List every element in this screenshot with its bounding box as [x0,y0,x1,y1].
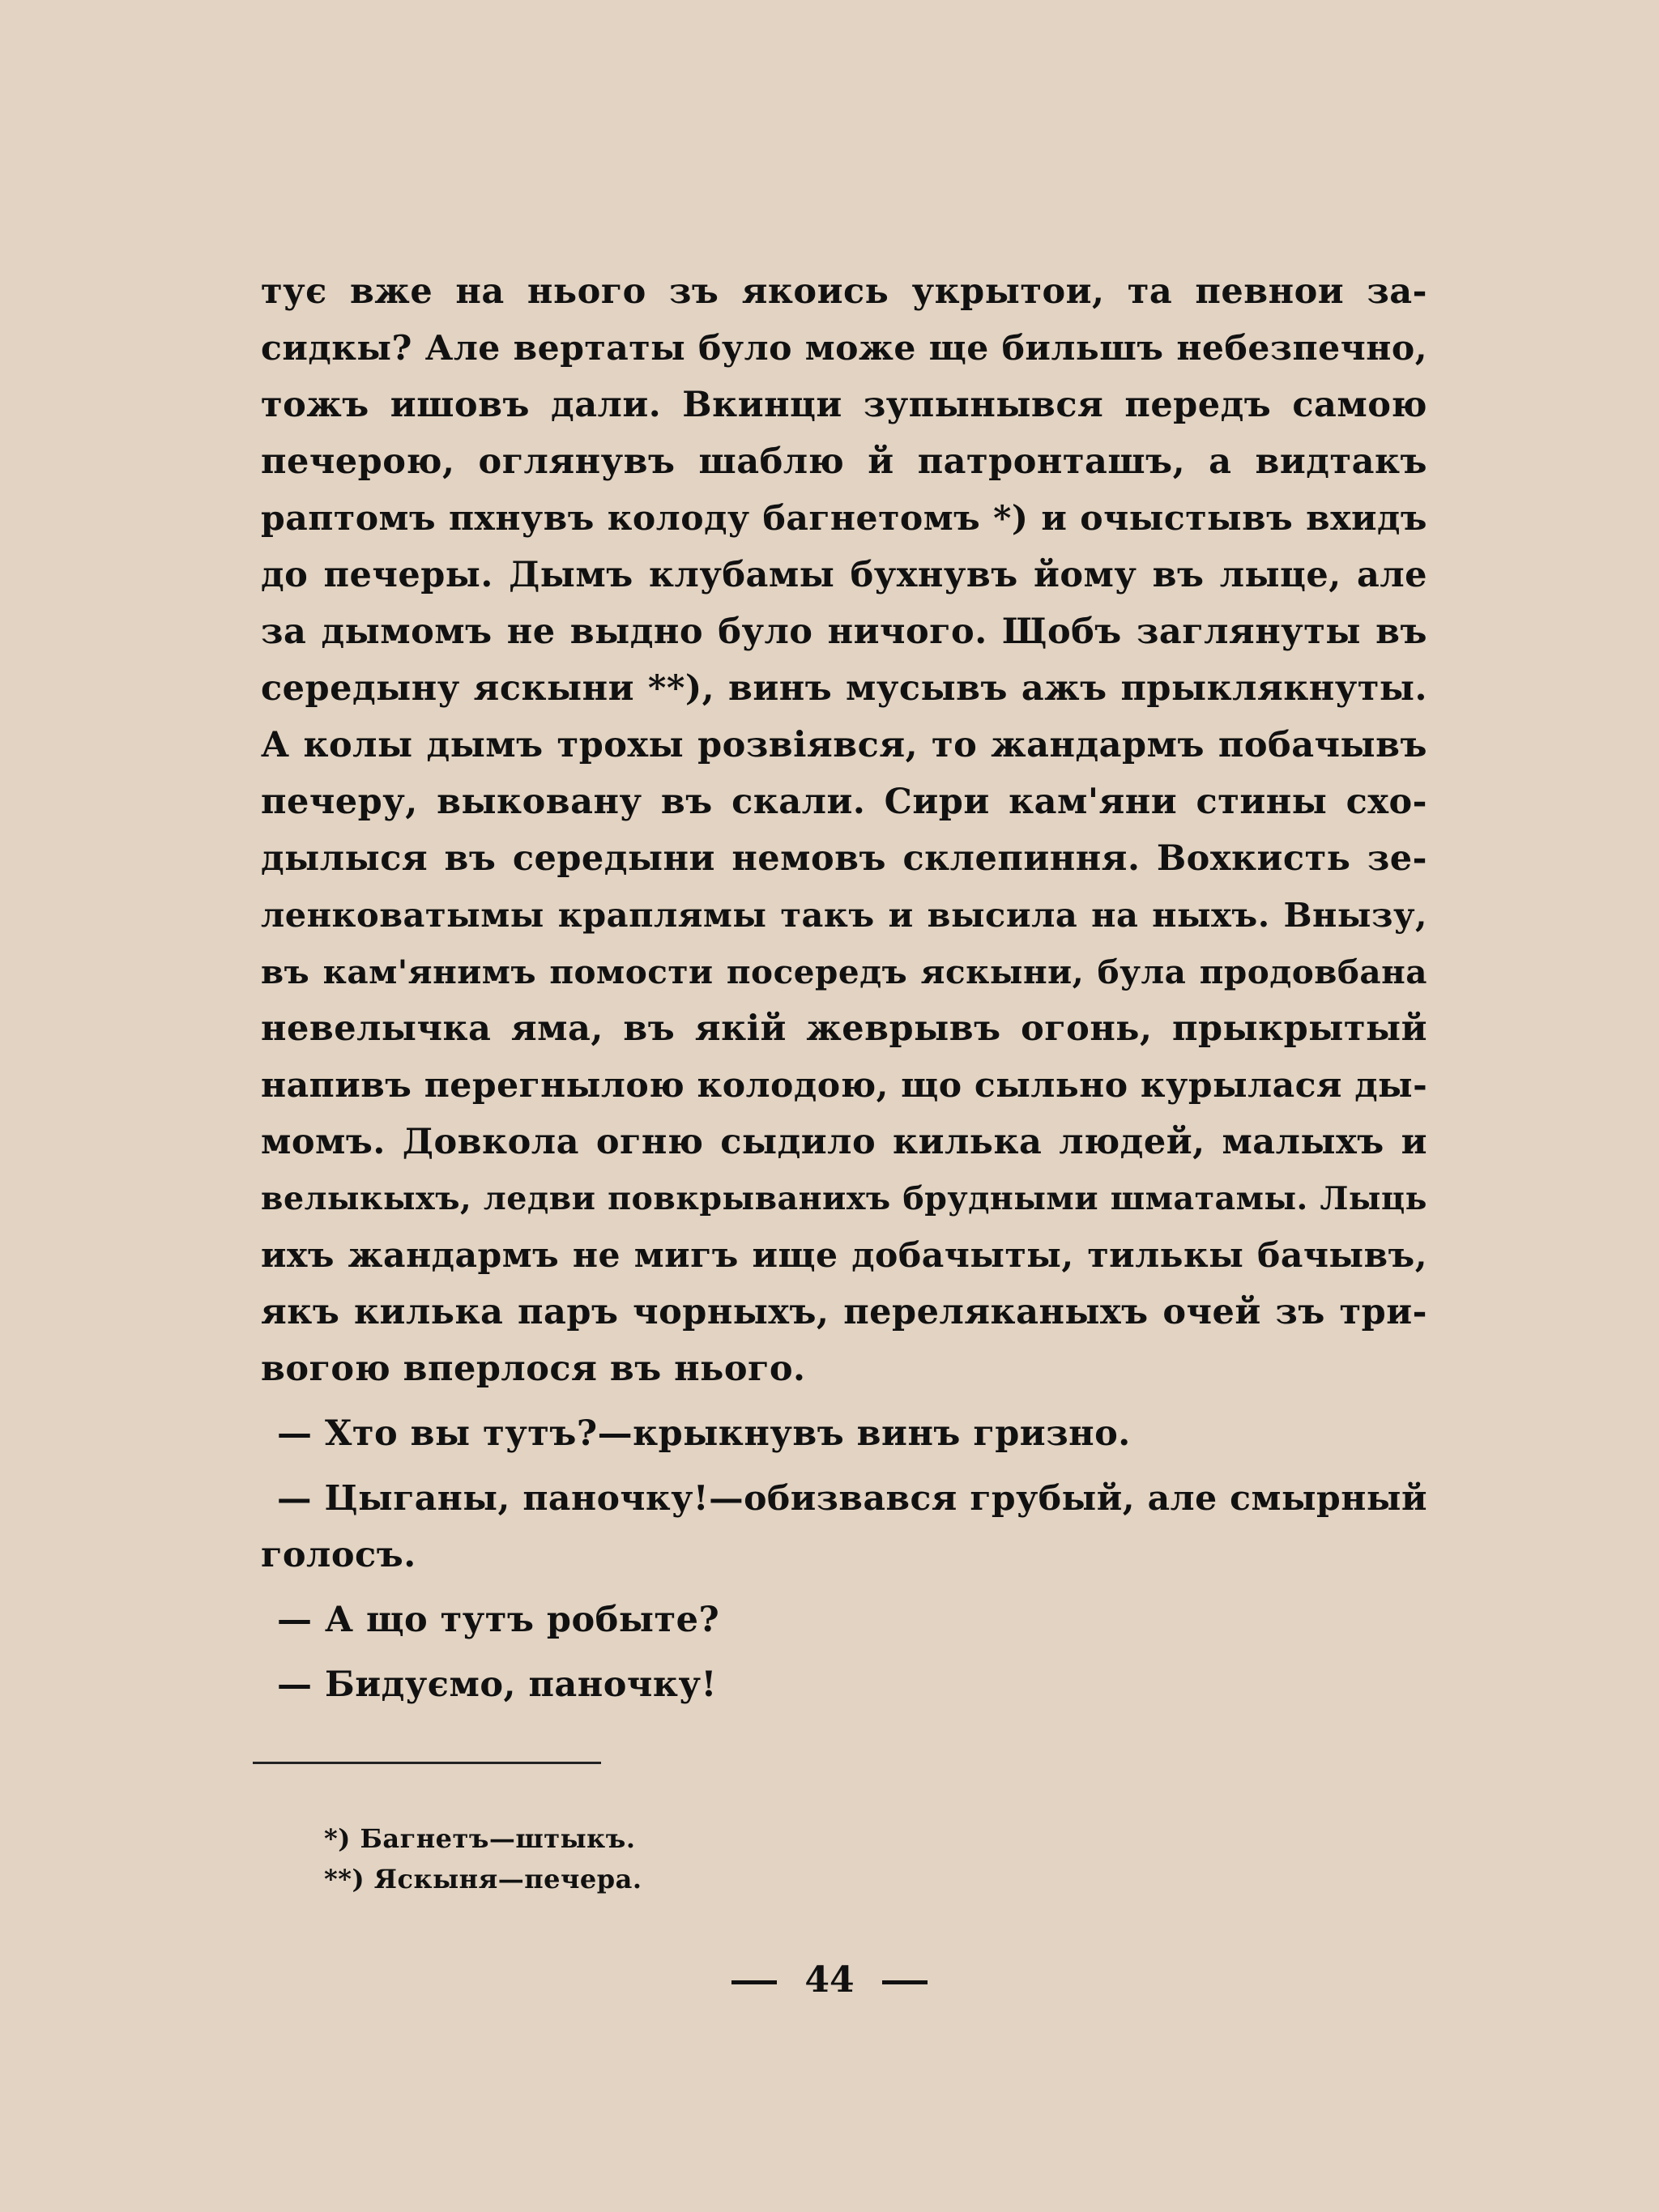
footnote: **) Яскыня—печера. [324,1864,642,1894]
main-paragraph [261,263,1427,1397]
text-line: печеру, выковану въ скали. Сири кам'яни стины схо- [261,782,1427,822]
text-line: А колы дымъ трохы розвіявся, то жандармъ побачывъ [261,725,1427,765]
dash-left [731,1980,777,1984]
text-line: тожъ ишовъ дали. Вкинци зупынывся передъ самою [261,385,1427,425]
page-number-value: 44 [804,1959,855,2001]
dialogue-line: голосъ. [261,1535,416,1575]
text-line: въ кам'янимъ помости посередъ яскыни, була продовбана [261,953,1427,991]
text-line: невелычка яма, въ якій жеврывъ огонь, прыкрытый [261,1008,1427,1049]
text-line: якъ килька паръ чорныхъ, переляканыхъ очей зъ три- [261,1292,1427,1332]
footnotes [324,1818,642,1899]
text-line: до печеры. Дымъ клубамы бухнувъ йому въ лыце, але [261,555,1427,595]
dash-right [882,1980,928,1984]
dialogue-block [261,1405,1427,1462]
text-line: ихъ жандармъ не мигъ ище добачыты, тилькы бачывъ, [261,1235,1427,1276]
text-line: сидкы? Але вертаты було може ще бильшъ небезпечно, [261,328,1427,369]
text-line: момъ. Довкола огню сыдило килька людей, малыхъ и [261,1122,1427,1162]
dialogue-line: — Цыганы, паночку!—обизвався грубый, але смырный [277,1478,1427,1519]
dialogue-block [261,1656,1427,1713]
text-line: середыну яскыни **), винъ мусывъ ажъ прыклякнуты. [261,668,1427,709]
dialogue-line: — А що тутъ робыте? [277,1600,720,1640]
dialogue-line: — Хто вы тутъ?—крыкнувъ винъ гризно. [277,1413,1131,1454]
text-line: за дымомъ не выдно було ничого. Щобъ заглянуты въ [261,612,1427,652]
text-line: дылыся въ середыни немовъ склепиння. Вохкисть зе- [261,838,1427,879]
page-number [0,1956,1659,2005]
dialogue-block [261,1592,1427,1648]
text-line: велыкыхъ, ледви повкрыванихъ брудными шматамы. Лыць [261,1180,1427,1217]
text-line: вогою вперлося въ нього. [261,1349,806,1389]
footnote-divider [253,1762,601,1764]
text-line: напивъ перегнылою колодою, що сыльно курылася ды- [261,1065,1428,1106]
text-line: тує вже на нього зъ якоись укрытои, та певнои за- [261,271,1427,312]
text-line: печерою, оглянувъ шаблю й патронташъ, а видтакъ [261,441,1427,482]
text-line: ленковатымы краплямы такъ и высила на ныхъ. Внызу, [261,895,1427,935]
text-line: раптомъ пхнувъ колоду багнетомъ *) и очыстывъ вхидъ [261,498,1427,539]
footnote: *) Багнетъ—штыкъ. [324,1823,636,1854]
dialogue-line: — Бидуємо, паночку! [277,1664,717,1705]
dialogue-block [261,1470,1427,1583]
